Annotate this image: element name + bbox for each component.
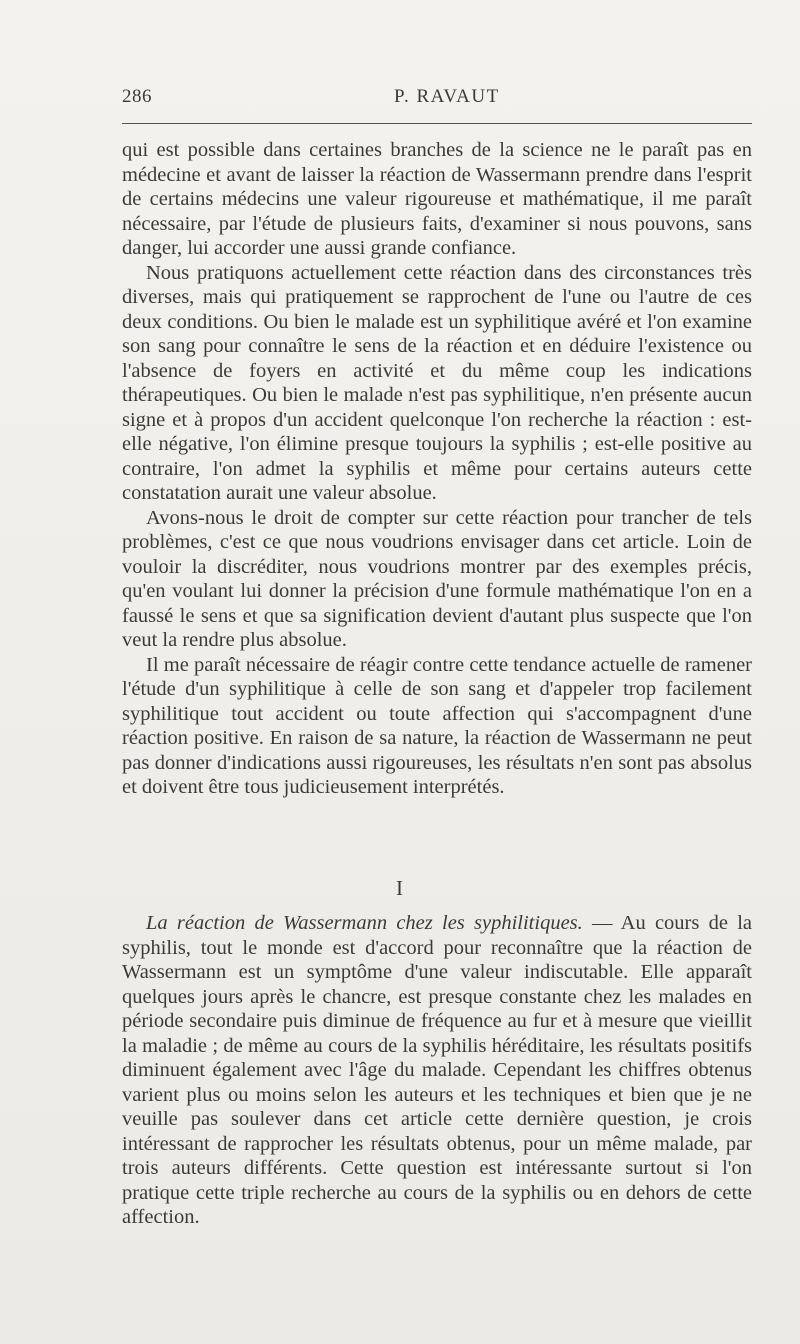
paragraph: Nous pratiquons actuellement cette réaction dans des circonstances très diverses, mais qui pratiquement se rapprochent de l'une ou l'autre de ces deux conditions. Ou bien le malade est un syphilitique avéré et l'on examine son sang pour connaître le sens de la réaction et en déduire l'existence ou l'absence de foyers en activité et du même coup les indications thérapeutiques. Ou bien le malade n'est pas syphilitique, n'en présente aucun signe et à propos d'un accident quelconque l'on recherche la réaction : est-elle négative, l'on élimine presque toujours la syphilis ; est-elle positive au contraire, l'on admet la syphilis et même pour certains auteurs cette constatation aurait une valeur absolue. — [122, 261, 752, 504]
section-paragraph-text: Au cours de la syphilis, tout le monde est d'accord pour reconnaître que la réaction de Wassermann est un symptôme d'une valeur indiscutable. Elle apparaît quelques jours après le chancre, est presque constante chez les malades en période secondaire puis diminue de fréquence au fur et à mesure que vieillit la maladie ; de même au cours de la syphilis héréditaire, les résultats positifs diminuent également avec l'âge du malade. Cependant les chiffres obtenus varient plus ou moins selon les auteurs et les techniques et bien que je ne veuille pas soulever dans cet article cette dernière question, je crois intéressant de rapprocher les résultats obtenus, pour un même malade, par trois auteurs différents. Cette question est intéressante surtout si l'on pratique cette triple recherche au cours de la syphilis ou en dehors de cette affection. — [122, 912, 752, 1228]
section-body — [122, 911, 752, 1230]
section-paragraph — [122, 911, 752, 1230]
page-number: 286 — [122, 86, 152, 107]
header-rule — [122, 123, 752, 124]
paragraph: qui est possible dans certaines branches de la science ne le paraît pas en médecine et avant de laisser la réaction de Wassermann prendre dans l'esprit de certains médecins une valeur rigoureuse et mathématique, il me paraît nécessaire, par l'étude de plusieurs faits, d'examiner si nous pouvons, sans danger, lui accorder une aussi grande confiance. — [122, 139, 752, 259]
section-number: I — [396, 876, 404, 900]
body-text — [122, 138, 752, 800]
page-header — [122, 86, 752, 112]
running-head: P. RAVAUT — [394, 86, 500, 107]
section-title: La réaction de Wassermann chez les syphilitiques. — [146, 912, 583, 934]
paragraph: Il me paraît nécessaire de réagir contre cette tendance actuelle de ramener l'étude d'un syphilitique à celle de son sang et d'appeler trop facilement syphilitique tout accident ou toute affection qui s'accompagnent d'une réaction positive. En raison de sa nature, la réaction de Wassermann ne peut pas donner d'indications aussi rigoureuses, les résultats n'en sont pas absolus et doivent être tous judicieusement interprétés. — [122, 653, 752, 798]
title-separator: — — [582, 912, 621, 934]
paragraph: Avons-nous le droit de compter sur cette réaction pour trancher de tels problèmes, c'est ce que nous voudrions envisager dans cet article. Loin de vouloir la discréditer, nous voudrions montrer par des exemples précis, qu'en voulant lui donner la précision d'une formule mathématique l'on en a faussé le sens et que sa signification devient d'autant plus suspecte que l'on veut la rendre plus absolue. — [122, 506, 752, 651]
